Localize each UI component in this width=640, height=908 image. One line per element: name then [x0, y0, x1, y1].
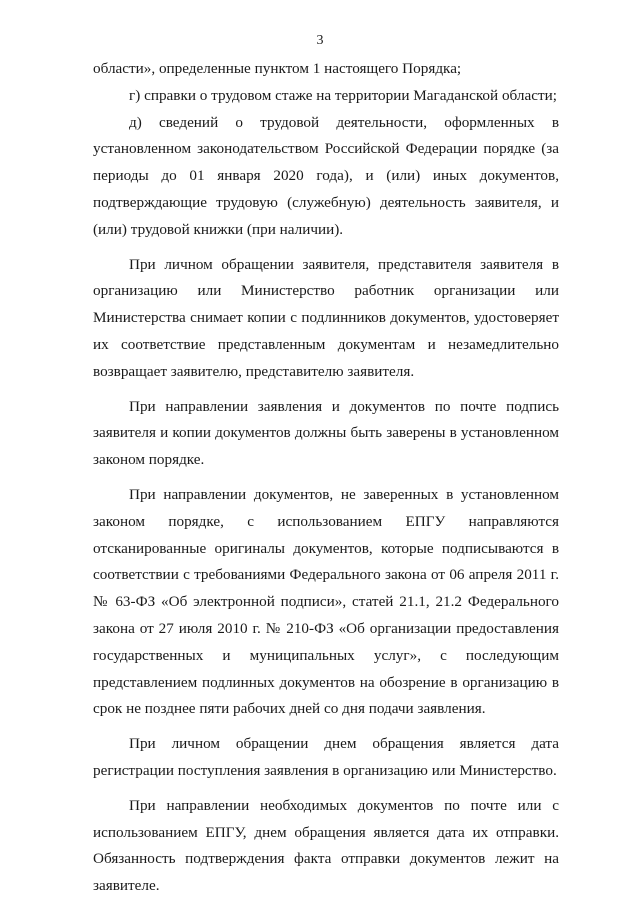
paragraph-application-date-postal: При направлении необходимых документов по почте или с использованием ЕПГУ, днем обращения является дата их отправки. Обязанность подтверждения факта отправки документов лежит на заявителе. — [93, 796, 559, 895]
paragraph-application-date-personal: При личном обращении днем обращения является дата регистрации поступления заявления в организацию или Министерство. — [93, 735, 559, 779]
paragraph-continuation: области», определенные пунктом 1 настоящего Порядка; — [93, 60, 462, 77]
paragraph-item-g: г) справки о трудовом стаже на территории Магаданской области; — [129, 86, 557, 104]
paragraph-personal-visit: При личном обращении заявителя, представителя заявителя в организацию или Министерство работник организации или Министерства снимает копии с подлинников документов, удостоверяет их соответствие представленным документам и незамедлительно возвращает заявителю, представителю заявителя. — [93, 255, 559, 380]
document-body — [93, 56, 559, 908]
page-number: 3 — [316, 33, 324, 48]
paragraph-postal-submission: При направлении заявления и документов по почте подпись заявителя и копии документов должны быть заверены в установленном законом порядке. — [93, 397, 559, 469]
paragraph-item-d: д) сведений о трудовой деятельности, оформленных в установленном законодательством Российской Федерации порядке (за периоды до 01 января 2020 года), и (или) иных документов, подтверждающие трудовую (служебную) деятельность заявителя, и (или) трудовой книжки (при наличии). — [93, 113, 559, 238]
paragraph-epgu-submission: При направлении документов, не заверенных в установленном законом порядке, с использованием ЕПГУ направляются отсканированные оригиналы документов, которые подписываются в соответствии с требованиями Федерального закона от 06 апреля 2011 г. № 63-ФЗ «Об электронной подписи», статей 21.1, 21.2 Федерального закона от 27 июля 2010 г. № 210-ФЗ «Об организации предоставления государственных и муниципальных услуг», с последующим представлением подлинных документов на обозрение в организацию в срок не позднее пяти рабочих дней со дня подачи заявления. — [93, 485, 559, 718]
